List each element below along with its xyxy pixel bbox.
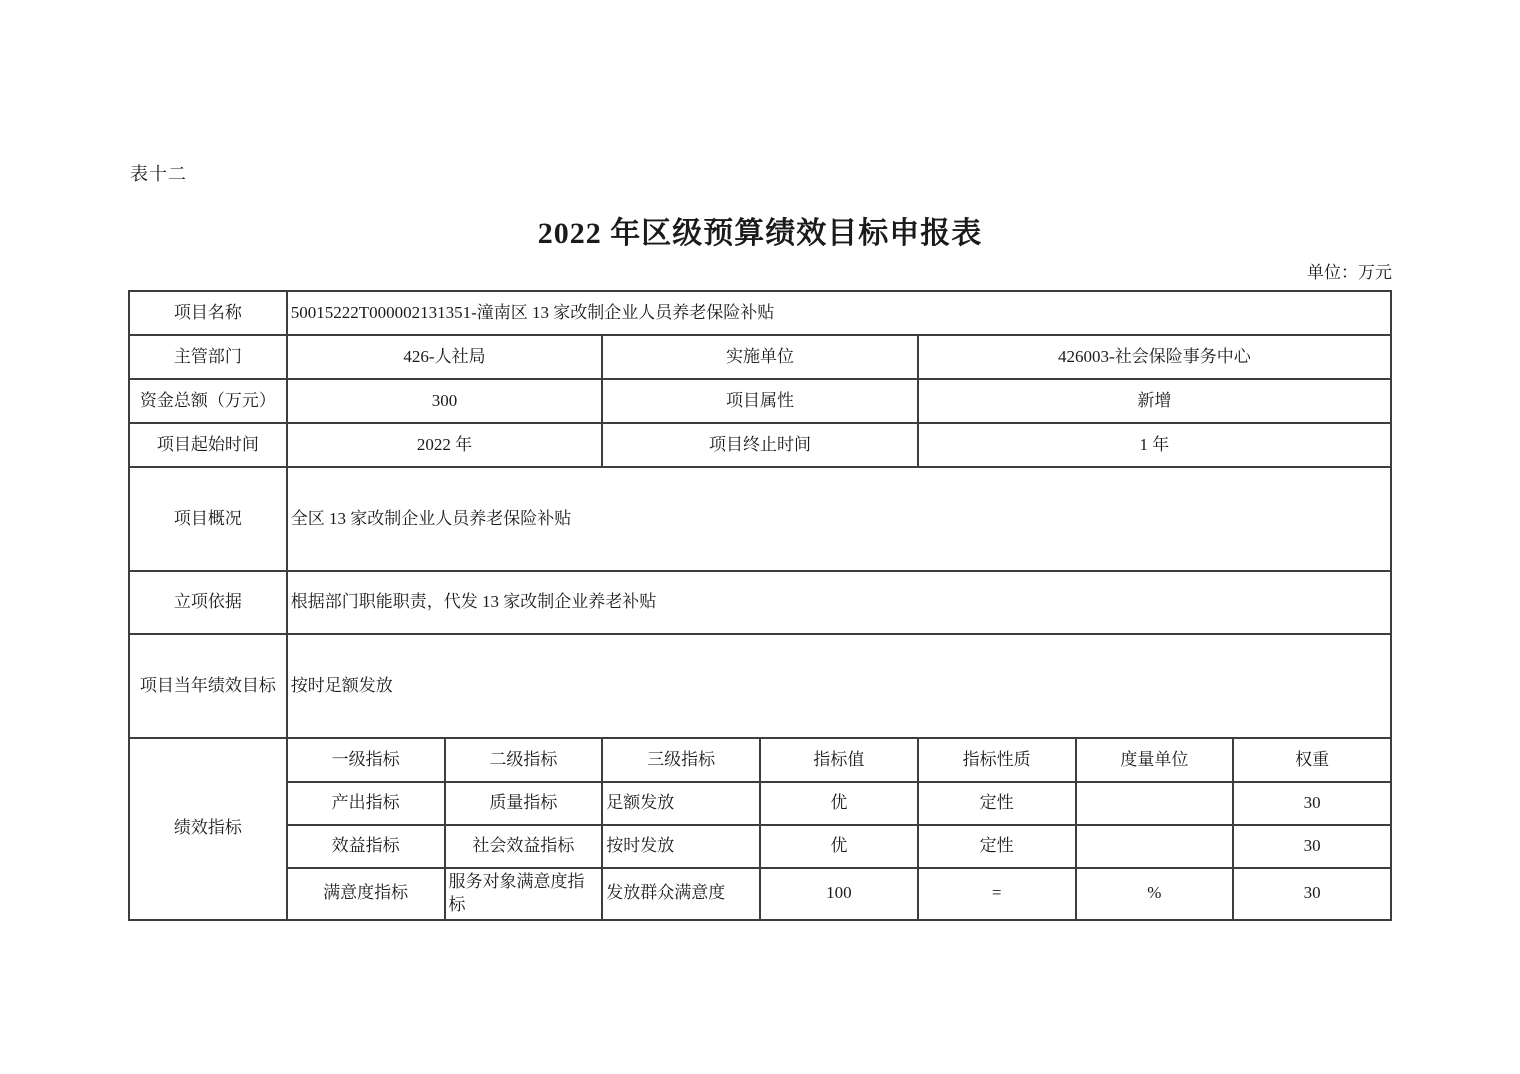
total-fund-value: 300 [287,379,603,423]
row-dept-unit [129,335,1391,379]
indicator-unit [1076,782,1234,825]
indicators-header-row [129,738,1391,782]
indicators-section-label: 绩效指标 [129,738,287,920]
project-name-value: 50015222T000002131351-潼南区 13 家改制企业人员养老保险补贴 [287,291,1391,335]
doc-number-label: 表十二 [130,164,187,184]
indicator-nature: 定性 [918,782,1076,825]
attribute-value: 新增 [918,379,1391,423]
indicator-unit: % [1076,868,1234,920]
indicator-row-output [129,782,1391,825]
indicator-level3: 足额发放 [602,782,760,825]
indicator-value: 优 [760,782,918,825]
indicator-header-level1: 一级指标 [287,738,445,782]
indicator-level3: 发放群众满意度 [602,868,760,920]
indicator-header-value: 指标值 [760,738,918,782]
indicator-header-level2: 二级指标 [445,738,603,782]
row-project-name [129,291,1391,335]
annual-goal-value: 按时足额发放 [287,634,1391,738]
row-overview [129,467,1391,571]
page-title: 2022 年区级预算绩效目标申报表 [537,217,983,250]
annual-goal-label: 项目当年绩效目标 [129,634,287,738]
end-time-label: 项目终止时间 [602,423,918,467]
indicator-row-benefit [129,825,1391,868]
total-fund-label: 资金总额（万元） [129,379,287,423]
indicator-value: 100 [760,868,918,920]
start-time-value: 2022 年 [287,423,603,467]
indicator-value: 优 [760,825,918,868]
basis-value: 根据部门职能职责，代发 13 家改制企业养老补贴 [287,571,1391,634]
indicator-header-level3: 三级指标 [602,738,760,782]
end-time-value: 1 年 [918,423,1391,467]
project-name-label: 项目名称 [129,291,287,335]
row-fund-attribute [129,379,1391,423]
indicator-nature: 定性 [918,825,1076,868]
indicator-header-nature: 指标性质 [918,738,1076,782]
indicator-weight: 30 [1233,868,1391,920]
indicator-level1: 满意度指标 [287,868,445,920]
row-time [129,423,1391,467]
indicator-level1: 效益指标 [287,825,445,868]
dept-value: 426-人社局 [287,335,603,379]
row-annual-goal [129,634,1391,738]
indicator-level2: 服务对象满意度指标 [445,868,603,920]
indicator-nature: = [918,868,1076,920]
impl-unit-label: 实施单位 [602,335,918,379]
unit-note: 单位：万元 [1307,263,1392,282]
budget-performance-table [128,290,1392,921]
basis-label: 立项依据 [129,571,287,634]
indicator-level1: 产出指标 [287,782,445,825]
overview-label: 项目概况 [129,467,287,571]
overview-value: 全区 13 家改制企业人员养老保险补贴 [287,467,1391,571]
indicator-header-weight: 权重 [1233,738,1391,782]
indicator-level2: 社会效益指标 [445,825,603,868]
indicator-level2: 质量指标 [445,782,603,825]
indicator-weight: 30 [1233,782,1391,825]
indicator-unit [1076,825,1234,868]
impl-unit-value: 426003-社会保险事务中心 [918,335,1391,379]
start-time-label: 项目起始时间 [129,423,287,467]
indicator-level3: 按时发放 [602,825,760,868]
indicator-weight: 30 [1233,825,1391,868]
dept-label: 主管部门 [129,335,287,379]
indicator-row-satisfaction [129,868,1391,920]
indicator-header-unit: 度量单位 [1076,738,1234,782]
row-basis [129,571,1391,634]
attribute-label: 项目属性 [602,379,918,423]
